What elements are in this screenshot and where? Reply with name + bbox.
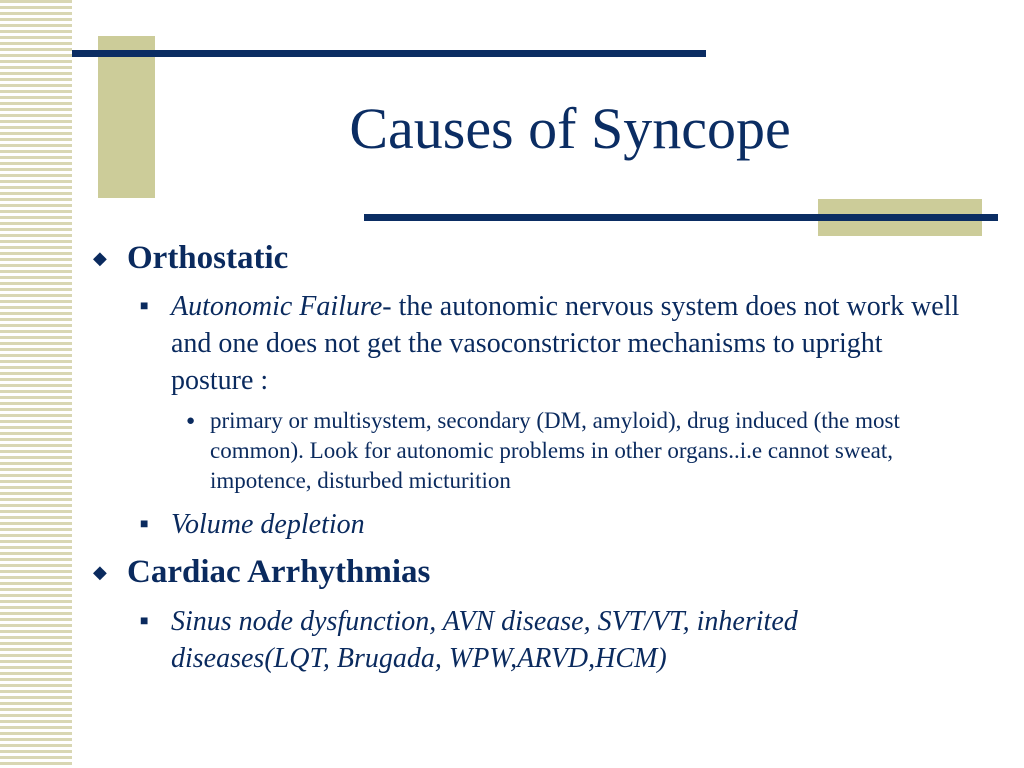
subbullet-text: - the autonomic nervous system does not work well and one does not get the vasoconstrictor mechanisms to upright posture : (171, 291, 960, 396)
level2-square-bullet-icon: ■ (140, 517, 149, 532)
level3-dot-bullet-icon: ● (186, 413, 196, 429)
detail-bullet-autonomic-causes: primary or multisystem, secondary (DM, amyloid), drug induced (the most common). Look for autonomic problems in other organs..i.e cannot sweat, impotence, disturbed micturition (210, 408, 900, 493)
subbullet-arrhythmia-causes: Sinus node dysfunction, AVN disease, SVT/VT, inherited diseases(LQT, Brugada, WPW,ARVD,HCM) (171, 606, 798, 674)
level2-square-bullet-icon: ■ (140, 614, 149, 629)
slide-title: Causes of Syncope (349, 96, 791, 161)
bullet-heading-cardiac-arrhythmias: Cardiac Arrhythmias (127, 554, 431, 590)
level1-diamond-bullet-icon: ◆ (93, 248, 107, 268)
subbullet-volume-depletion: Volume depletion (171, 509, 365, 540)
subbullet-autonomic-failure (171, 288, 961, 399)
level1-diamond-bullet-icon: ◆ (93, 562, 107, 582)
subbullet-term: Autonomic Failure (171, 291, 383, 322)
bullet-heading-orthostatic: Orthostatic (127, 240, 289, 276)
level2-square-bullet-icon: ■ (140, 299, 149, 314)
